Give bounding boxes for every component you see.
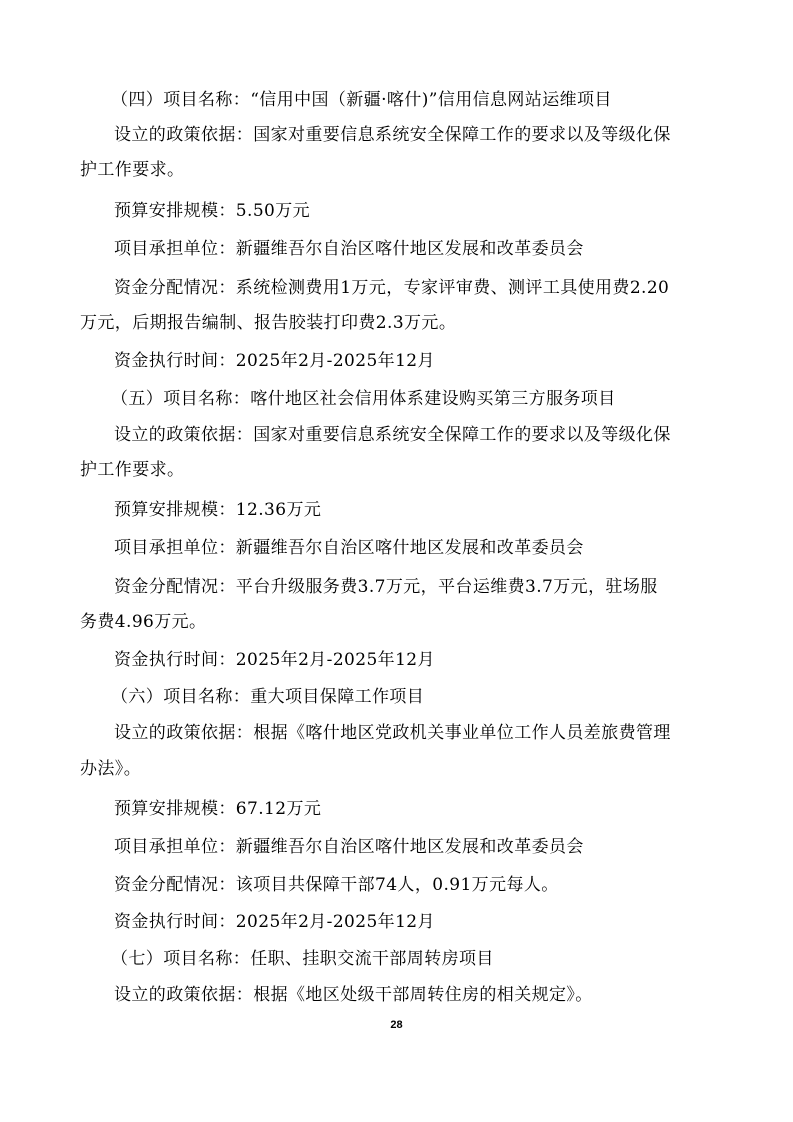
paragraph-line: 设立的政策依据：根据《喀什地区党政机关事业单位工作人员差旅费管理	[114, 723, 671, 743]
budget-line: 预算安排规模：12.36万元	[114, 500, 322, 520]
unit-line: 项目承担单位：新疆维吾尔自治区喀什地区发展和改革委员会	[114, 538, 584, 558]
paragraph-line: 办法》。	[80, 759, 142, 779]
allocation-line: 务费4.96万元。	[80, 612, 207, 632]
budget-line: 预算安排规模：67.12万元	[114, 799, 322, 819]
section-6-title: （六）项目名称：重大项目保障工作项目	[111, 687, 425, 707]
allocation-line: 资金分配情况：系统检测费用1万元，专家评审费、测评工具使用费2.20	[114, 278, 670, 298]
section-5-title: （五）项目名称：喀什地区社会信用体系建设购买第三方服务项目	[111, 389, 616, 409]
unit-line: 项目承担单位：新疆维吾尔自治区喀什地区发展和改革委员会	[114, 837, 584, 857]
paragraph-line: 设立的政策依据：国家对重要信息系统安全保障工作的要求以及等级化保	[114, 425, 671, 445]
allocation-line: 资金分配情况：该项目共保障干部74人，0.91万元每人。	[114, 875, 559, 895]
section-7-title: （七）项目名称：任职、挂职交流干部周转房项目	[111, 949, 494, 969]
paragraph-line: 设立的政策依据：根据《地区处级干部周转住房的相关规定》。	[114, 985, 593, 1005]
execution-time-line: 资金执行时间：2025年2月-2025年12月	[114, 351, 435, 371]
execution-time-line: 资金执行时间：2025年2月-2025年12月	[114, 650, 435, 670]
paragraph-line: 护工作要求。	[80, 460, 185, 480]
allocation-line: 资金分配情况：平台升级服务费3.7万元，平台运维费3.7万元，驻场服	[114, 577, 658, 597]
budget-line: 预算安排规模：5.50万元	[114, 201, 311, 221]
allocation-line: 万元，后期报告编制、报告胶装打印费2.3万元。	[80, 313, 457, 333]
page-number: 28	[390, 1019, 403, 1031]
execution-time-line: 资金执行时间：2025年2月-2025年12月	[114, 912, 435, 932]
paragraph-line: 护工作要求。	[80, 160, 185, 180]
paragraph-line: 设立的政策依据：国家对重要信息系统安全保障工作的要求以及等级化保	[114, 125, 671, 145]
section-4-title: （四）项目名称：“信用中国（新疆·喀什)”信用信息网站运维项目	[111, 90, 612, 110]
unit-line: 项目承担单位：新疆维吾尔自治区喀什地区发展和改革委员会	[114, 239, 584, 259]
